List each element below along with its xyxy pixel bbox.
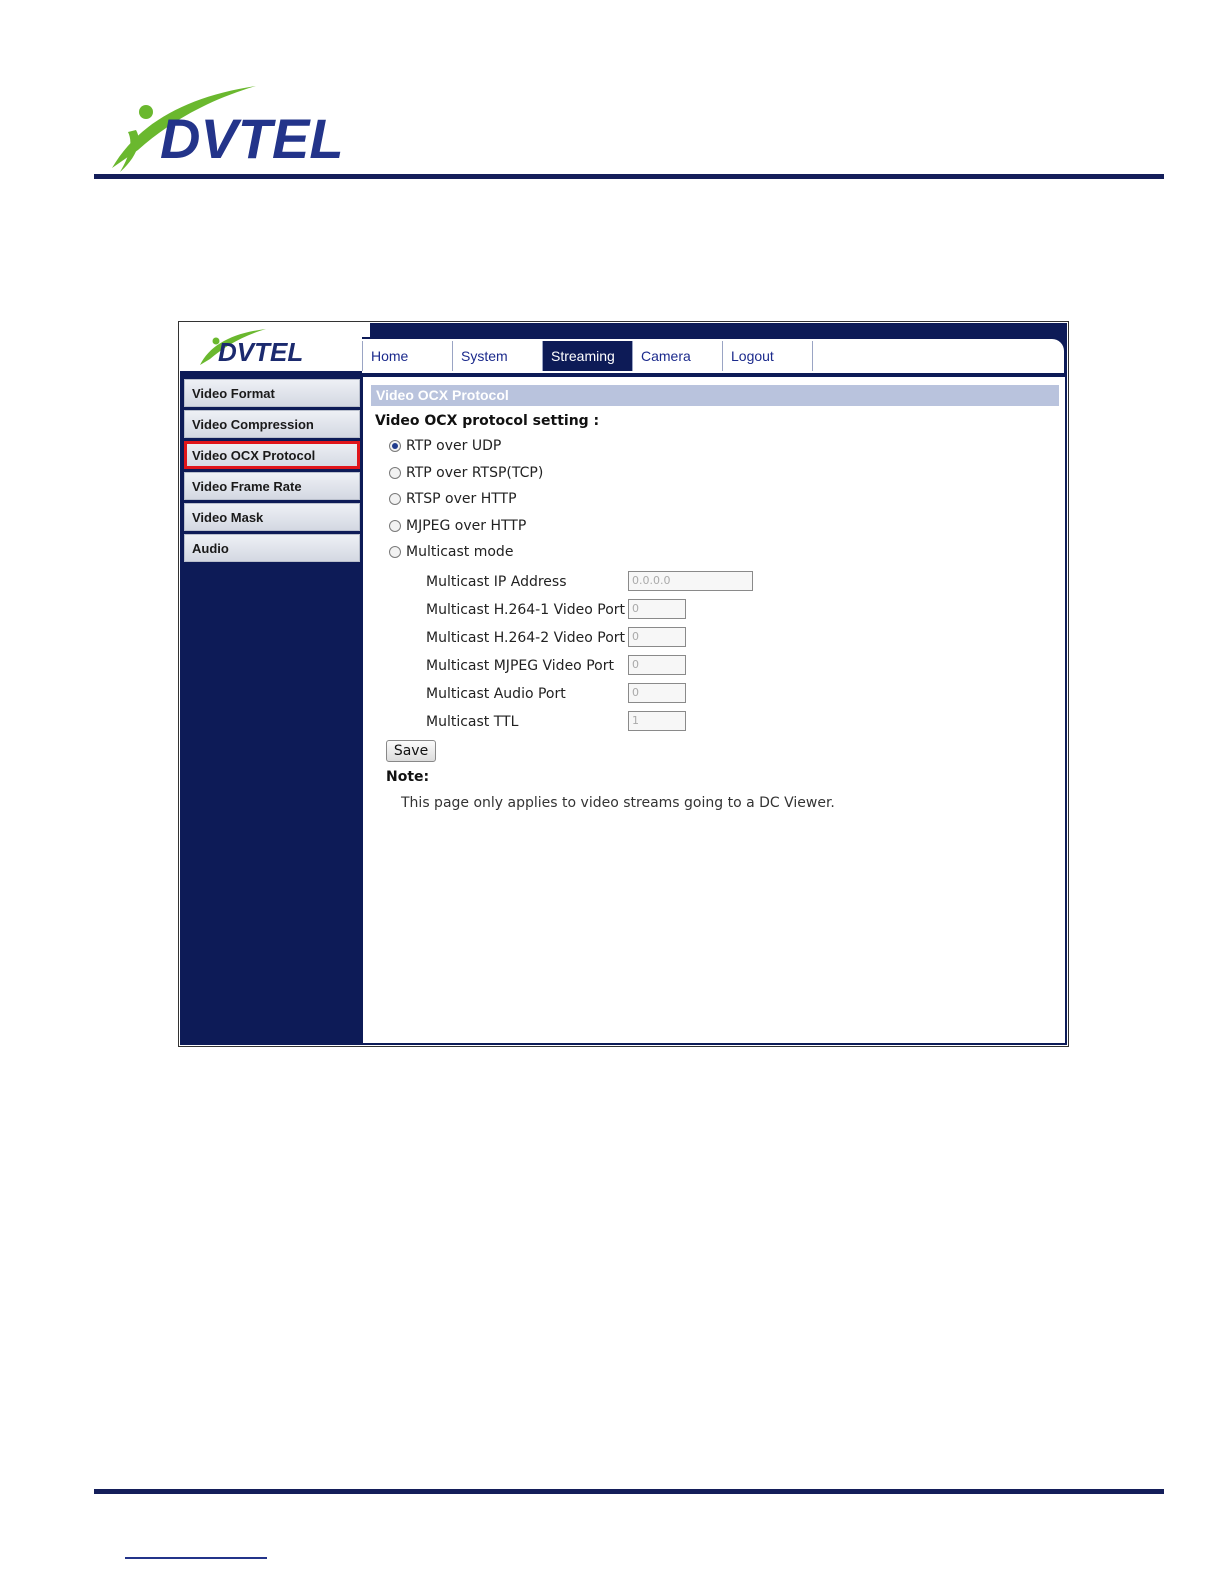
radio-label: RTP over UDP xyxy=(406,438,502,454)
radio-rtsp-over-http[interactable] xyxy=(389,491,517,507)
tab-logout[interactable]: Logout xyxy=(722,341,812,371)
radio-button[interactable] xyxy=(389,546,401,558)
radio-mjpeg-over-http[interactable] xyxy=(389,518,526,534)
sidebar-item-video-format[interactable]: Video Format xyxy=(184,379,360,407)
multicast-h264-1-input[interactable]: 0 xyxy=(628,599,686,619)
footer-link-underline xyxy=(125,1557,267,1559)
note-text: This page only applies to video streams going to a DC Viewer. xyxy=(401,795,835,811)
ui-window xyxy=(180,323,1067,1045)
multicast-mjpeg-input[interactable]: 0 xyxy=(628,655,686,675)
tab-streaming[interactable]: Streaming xyxy=(542,341,632,371)
multicast-h264-2-input[interactable]: 0 xyxy=(628,627,686,647)
tab-strip xyxy=(362,337,1066,373)
radio-label: Multicast mode xyxy=(406,544,514,560)
multicast-h264-1-label: Multicast H.264-1 Video Port xyxy=(426,602,626,618)
sidebar-item-video-ocx-protocol[interactable]: Video OCX Protocol xyxy=(184,441,360,469)
multicast-ip-input[interactable]: 0.0.0.0 xyxy=(628,571,753,591)
radio-button[interactable] xyxy=(389,520,401,532)
tab-system[interactable]: System xyxy=(452,341,542,371)
content-panel xyxy=(363,377,1065,1043)
radio-multicast-mode[interactable] xyxy=(389,544,513,560)
radio-label: MJPEG over HTTP xyxy=(406,518,527,534)
ui-dvtel-logo xyxy=(196,325,318,369)
radio-button[interactable] xyxy=(389,440,401,452)
svg-text:DVTEL: DVTEL xyxy=(218,337,304,367)
radio-button[interactable] xyxy=(389,493,401,505)
sidebar-item-video-compression[interactable]: Video Compression xyxy=(184,410,360,438)
multicast-h264-2-label: Multicast H.264-2 Video Port xyxy=(426,630,626,646)
sidebar-item-video-frame-rate[interactable]: Video Frame Rate xyxy=(184,472,360,500)
radio-rtp-over-udp[interactable] xyxy=(389,438,501,454)
multicast-ttl-input[interactable]: 1 xyxy=(628,711,686,731)
tab-divider xyxy=(812,341,814,371)
multicast-mjpeg-label: Multicast MJPEG Video Port xyxy=(426,658,614,674)
svg-text:DVTEL: DVTEL xyxy=(160,107,344,170)
radio-rtp-over-rtsp[interactable] xyxy=(389,465,543,481)
section-heading: Video OCX protocol setting : xyxy=(375,413,600,429)
sidebar-item-video-mask[interactable]: Video Mask xyxy=(184,503,360,531)
footer-rule xyxy=(94,1489,1164,1494)
header-rule xyxy=(94,174,1164,179)
sidebar xyxy=(184,379,360,565)
save-button[interactable]: Save xyxy=(386,740,436,762)
multicast-audio-input[interactable]: 0 xyxy=(628,683,686,703)
tab-camera[interactable]: Camera xyxy=(632,341,722,371)
radio-label: RTSP over HTTP xyxy=(406,491,517,507)
multicast-ttl-label: Multicast TTL xyxy=(426,714,519,730)
multicast-ip-label: Multicast IP Address xyxy=(426,574,567,590)
page-title: Video OCX Protocol xyxy=(371,385,1059,406)
sidebar-item-audio[interactable]: Audio xyxy=(184,534,360,562)
main-tabs xyxy=(362,341,814,371)
tab-home[interactable]: Home xyxy=(362,341,452,371)
dvtel-logo xyxy=(108,78,348,176)
radio-label: RTP over RTSP(TCP) xyxy=(406,465,544,481)
screenshot-frame xyxy=(178,321,1069,1047)
note-label: Note: xyxy=(386,769,430,785)
multicast-audio-label: Multicast Audio Port xyxy=(426,686,566,702)
radio-button[interactable] xyxy=(389,467,401,479)
